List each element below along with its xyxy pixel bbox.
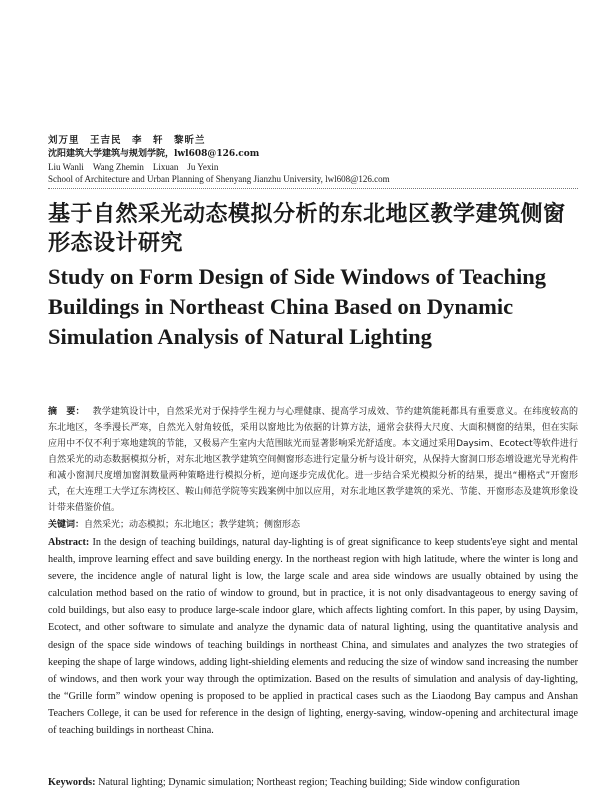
- affiliation-en: School of Architecture and Urban Planning of Shenyang Jianzhu University, lwl608@126.com: [48, 174, 390, 184]
- affiliation-cn: 沈阳建筑大学建筑与规划学院，lwl608@126.com: [48, 149, 260, 159]
- abstract-en-label: Abstract:: [48, 537, 90, 548]
- abstract-en-text: In the design of teaching buildings, natural day-lighting is of great significance to keep students'eye sight and mental health, improve learning effect and save building energy. In the northeast region with high latitude, where the winter is long and severe, the incidence angle of natural light is low, the large scale and area side windows are usually obtained by using the calculation method based on the ratio of window to ground, but in practice, it is not only disadvantageous to energy saving of cold buildings, but also easy to produce large-scale indoor glare, which affects lighting comfort. In this paper, by using Daysim, Ecotect, and other software to simulate and analyze the dynamic data of natural lighting, using the quantitative analysis and design of the space side windows of teaching buildings in northeast China, and simulates and analyzes the two strategies of keeping the shape of large windows, adding light-shielding elements and reducing the size of window sand increasing the number of windows, and then work your way through the optimization. Based on the results of simulation and analysis of day-lighting, the “Grille form” window opening is proposed to be applied in practical cases such as the Liaodong Bay campus and Anshan Teachers College, it can be used for reference in the design of lighting, energy-saving, window-opening and architectural image of teaching buildings in northeast China.: [48, 537, 579, 737]
- keywords-en-label: Keywords:: [48, 777, 96, 788]
- keywords-en: [48, 774, 578, 791]
- title-en: Study on Form Design of Side Windows of Teaching Buildings in Northeast China Based on Dynamic Simulation Analysis of Natural Lighting: [48, 264, 547, 349]
- abstract-cn: [48, 404, 578, 516]
- title-cn: 基于自然采光动态模拟分析的东北地区教学建筑侧窗形态设计研究: [48, 202, 566, 256]
- keywords-en-text: Natural lighting; Dynamic simulation; Northeast region; Teaching building; Side window configuration: [98, 777, 520, 788]
- keywords-cn-text: 自然采光；动态模拟；东北地区；教学建筑；侧窗形态: [84, 520, 301, 530]
- header-divider: [48, 188, 578, 189]
- abstract-en: [48, 534, 578, 739]
- authors-cn: 刘万里 王吉民 李 轩 黎昕兰: [48, 135, 206, 146]
- keywords-cn-label: 关键词：: [48, 520, 85, 530]
- abstract-cn-text: 教学建筑设计中，自然采光对于保持学生视力与心理健康、提高学习成效、节约建筑能耗都具有重要意义。在纬度较高的东北地区，冬季漫长严寒，自然光入射角较低，采用以窗地比为依据的计算方法，通常会获得大尺度、大面积侧窗的结果，但在实际应用中不仅不利于寒地建筑的节能，又极易产生室内大范围眩光而显著影响采光舒适度。本文通过采用Daysim、Ecotect等软件进行自然采光的动态数据模拟分析，对东北地区教学建筑空间侧窗形态进行定量分析与设计研究，从保持大窗洞口形态增设遮光导光构件和减小窗洞尺度增加窗洞数量两种策略进行模拟分析，逆向逐步完成优化。进一步结合采光模拟分析的结果，提出“栅格式”开窗形式，在大连理工大学辽东湾校区、鞍山师范学院等实践案例中加以应用，对东北地区教学建筑的采光、节能、开窗形态及建筑形象设计带来借鉴价值。: [48, 407, 578, 513]
- keywords-cn: [48, 517, 578, 530]
- abstract-cn-label: 摘 要：: [48, 407, 85, 417]
- authors-en: Liu Wanli Wang Zhemin Lixuan Ju Yexin: [48, 162, 219, 172]
